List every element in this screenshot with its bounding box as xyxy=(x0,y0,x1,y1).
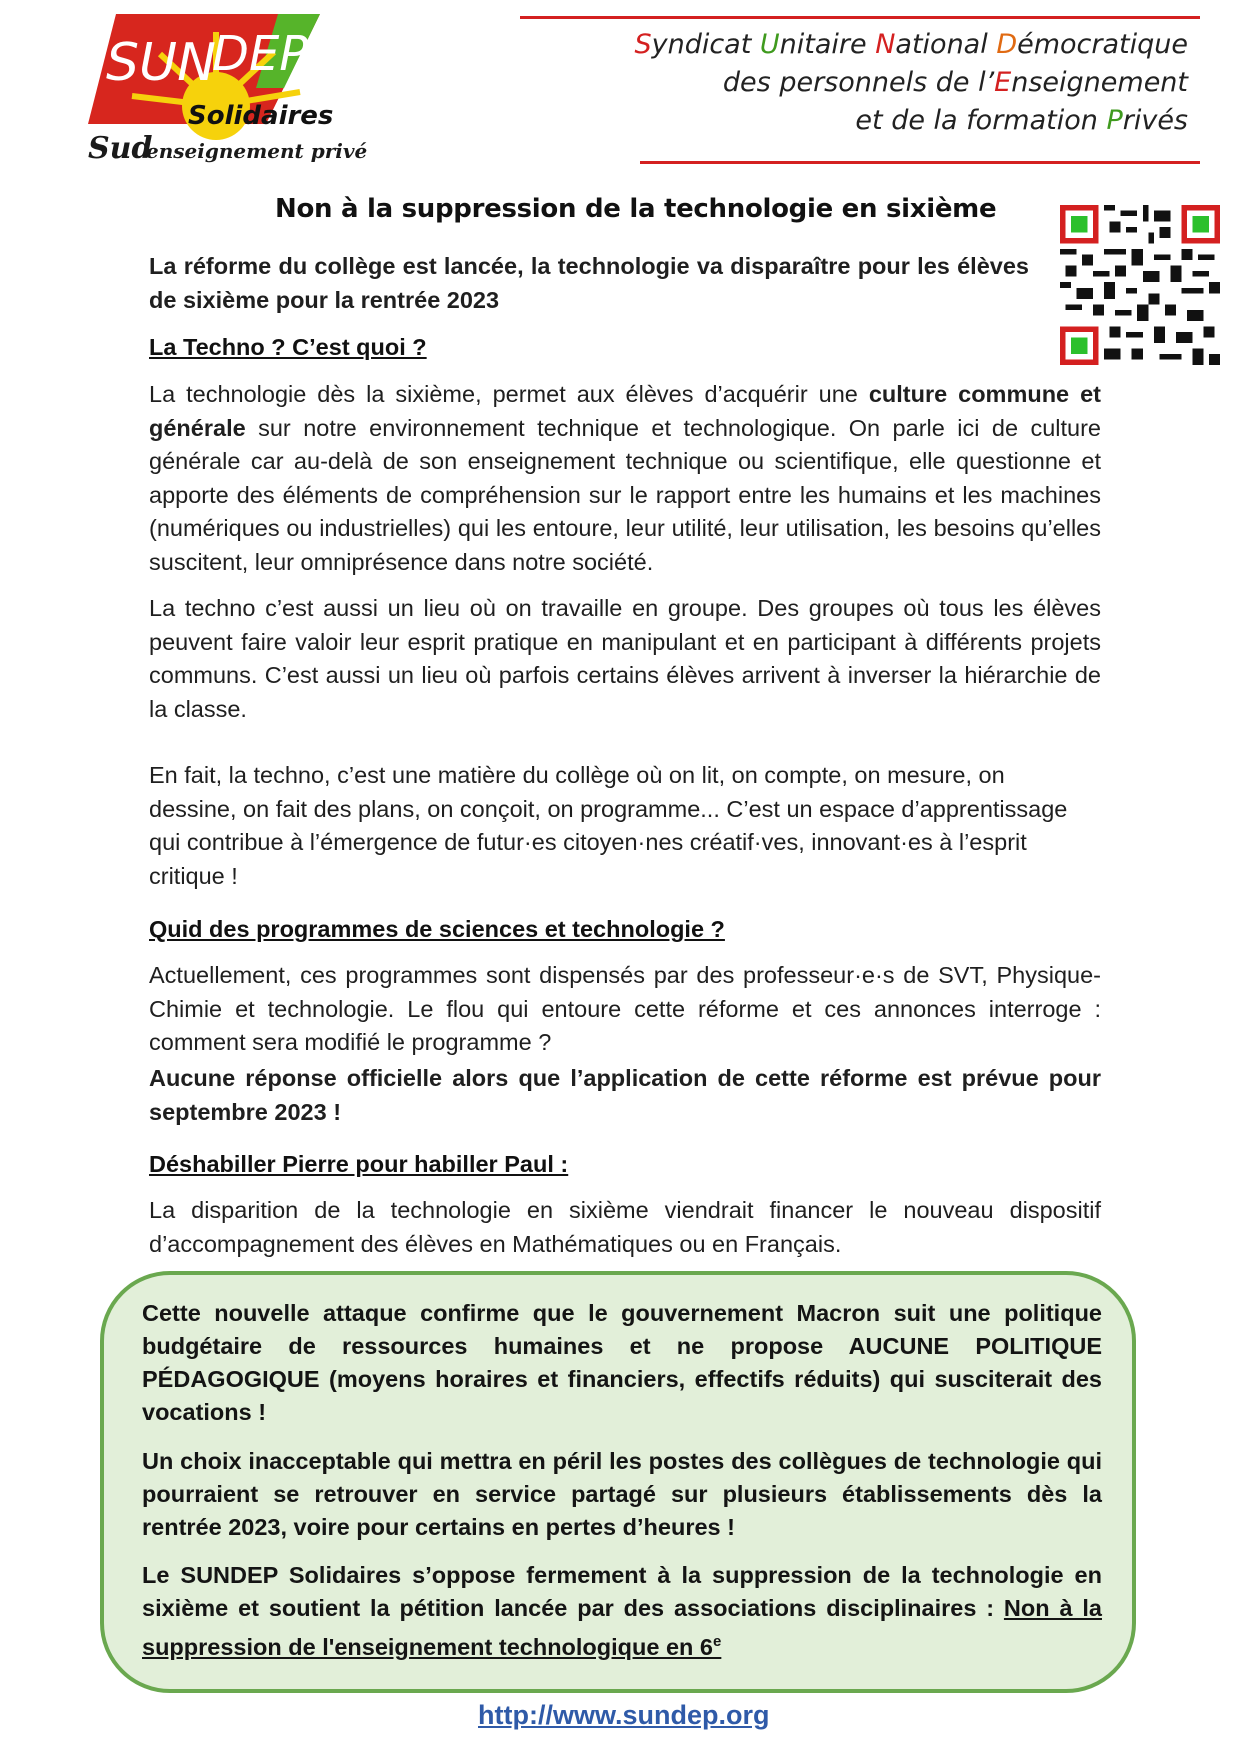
union-name xyxy=(634,26,1188,140)
callout-paragraph-attaque: Cette nouvelle attaque confirme que le gouvernement Macron suit une politique budgétaire de ressources humaines et ne propose AUCUNE POLITIQUE PÉDAGOGIQUE (moyens horaires et financiers, effectifs réduits) qui susciterait des vocations ! xyxy=(142,1300,1102,1425)
paragraph-techno-culture: La technologie dès la sixième, permet aux élèves d’acquérir une culture commune et générale sur notre environnement technique et technologique. On parle ici de culture générale car au-delà de son enseignement technique ou scientifique, elle questionne et apporte des éléments de compréhension sur le rapport entre les humains et les machines (numériques ou industrielles) qui les entoure, leur utilité, leur utilisation, les besoins qu’elles suscitent, leur omniprésence dans notre société. xyxy=(149,381,1101,575)
logo-tagline: Solidaires xyxy=(188,101,334,131)
website-link[interactable]: http://www.sundep.org xyxy=(478,1700,770,1730)
paragraph-techno-groupe: La techno c’est aussi un lieu où on travaille en groupe. Des groupes où tous les élèves peuvent faire valoir leur esprit pratique en manipulant et en participant à différents projets communs. C’est aussi un lieu où parfois certains élèves arrivent à inverser la hiérarchie de la classe. xyxy=(149,595,1101,722)
paragraph-programmes: Actuellement, ces programmes sont dispensés par des professeur·e·s de SVT, Physique-Chimie et technologie. Le flou qui entoure cette réforme et ces annonces interroge : comment sera modifié le programme ? xyxy=(149,962,1101,1055)
union-name-line-3: et de la formation Privés xyxy=(855,105,1188,136)
section-heading-deshabiller: Déshabiller Pierre pour habiller Paul : xyxy=(149,1151,569,1177)
header-rule-bottom xyxy=(640,161,1200,164)
logo-dep-text: DEP xyxy=(212,26,309,82)
logo-sud-text: Sud xyxy=(88,131,153,166)
sundep-logo xyxy=(88,12,378,180)
callout-box xyxy=(100,1271,1136,1693)
section-heading-techno: La Techno ? C’est quoi ? xyxy=(149,334,427,360)
union-name-line-2: des personnels de l’Enseignement xyxy=(722,67,1188,98)
intro-paragraph: La réforme du collège est lancée, la technologie va disparaître pour les élèves de sixième pour la rentrée 2023 xyxy=(149,253,1029,313)
logo-subtitle: enseignement privé xyxy=(146,139,368,163)
union-name-line-1: Syndicat Unitaire National Démocratique xyxy=(634,29,1188,60)
header-rule-top xyxy=(520,16,1200,19)
logo-graphic xyxy=(88,12,378,180)
callout-paragraph-choix: Un choix inacceptable qui mettra en péril les postes des collègues de technologie qui pourraient se retrouver en service partagé sur plusieurs établissements dès la rentrée 2023, voire pour certains en pertes d’heures ! xyxy=(142,1448,1102,1540)
logo-sun-text: SUN xyxy=(106,33,216,93)
paragraph-techno-matiere: En fait, la techno, c’est une matière du collège où on lit, on compte, on mesure, on dessine, on fait des plans, on conçoit, on programme... C’est un espace d’apprentissage qui contribue à l’émergence de futur·es citoyen·nes créatif·ves, innovant·es à l’esprit critique ! xyxy=(149,762,1068,889)
section-heading-programmes: Quid des programmes de sciences et technologie ? xyxy=(149,916,725,942)
qr-code-icon[interactable] xyxy=(1060,205,1220,365)
paragraph-disparition: La disparition de la technologie en sixième viendrait financer le nouveau dispositif d’accompagnement des élèves en Mathématiques ou en Français. xyxy=(149,1197,1101,1257)
callout-paragraph-petition: Le SUNDEP Solidaires s’oppose fermement à la suppression de la technologie en sixième et soutient la pétition lancée par des associations disciplinaires : Non à la suppression de l'enseignement technologique en 6e xyxy=(142,1562,1102,1660)
page-title: Non à la suppression de la technologie en sixième xyxy=(275,194,997,224)
petition-link[interactable]: Non à la suppression de l'enseignement technologique en 6e xyxy=(142,1595,1102,1660)
paragraph-aucune-reponse: Aucune réponse officielle alors que l’application de cette réforme est prévue pour septembre 2023 ! xyxy=(149,1065,1101,1125)
